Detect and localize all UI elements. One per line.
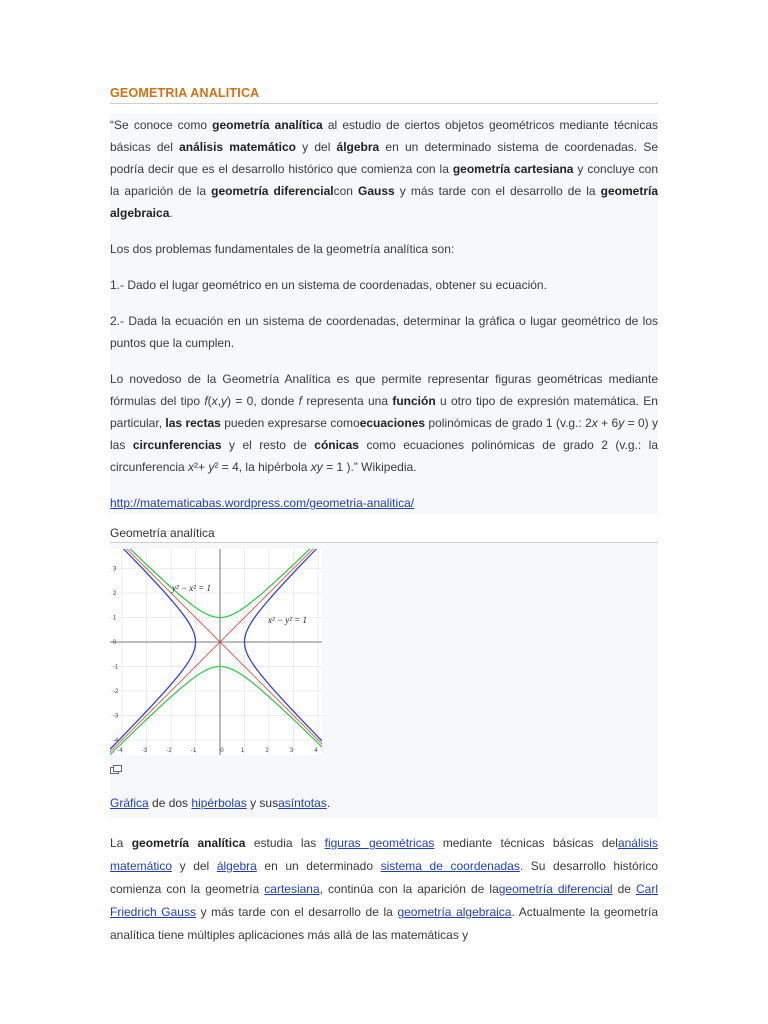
- equation-label-b: x² − y² = 1: [268, 615, 308, 625]
- text-run: Lo novedoso de la Geometría Analítica es que permite representar figuras geométricas mediante fórmulas del tipo: [110, 372, 658, 408]
- inline-link[interactable]: asíntotas: [278, 796, 327, 810]
- bold-term: ecuaciones: [359, 416, 426, 430]
- bold-term: Gauss: [358, 184, 395, 198]
- text-run: La: [110, 836, 132, 850]
- equation-label-a: y² − x² = 1: [172, 583, 212, 593]
- quote-paragraph-2: Los dos problemas fundamentales de la geometría analítica son:: [110, 242, 455, 256]
- y-tick-label: -4: [113, 738, 119, 744]
- italic-symbol: f: [298, 394, 302, 408]
- text-run: y del: [172, 859, 217, 873]
- italic-symbol: y: [618, 416, 625, 430]
- y-tick-label: 1: [113, 615, 117, 622]
- x-tick-label: 3: [289, 748, 294, 754]
- bold-term: función: [392, 394, 436, 408]
- x-tick-label: 4: [314, 748, 318, 754]
- text-run: representa una: [302, 394, 393, 408]
- x-tick-label: 1: [240, 748, 245, 754]
- quote-block: [110, 114, 658, 514]
- text-run: y sus: [246, 796, 279, 810]
- italic-symbol: f: [204, 394, 208, 408]
- text-run: en un determinado sistema de coordenadas. Se podría decir que es el desarrollo histórico que comienza con la: [110, 140, 658, 176]
- bold-term: las rectas: [165, 416, 221, 430]
- source-link[interactable]: http://matematicabas.wordpress.com/geometria-analitica/: [110, 496, 415, 510]
- figure-header: Geometría analítica: [110, 526, 658, 543]
- text-run: y el resto de: [221, 438, 315, 452]
- text-run: de dos: [148, 796, 192, 810]
- inline-link[interactable]: Gráfica: [110, 796, 149, 810]
- italic-symbol: x: [211, 394, 218, 408]
- text-run: mediante técnicas básicas del: [434, 836, 618, 850]
- italic-symbol: y: [221, 394, 228, 408]
- text-run: “Se conoce como: [110, 118, 213, 132]
- italic-symbol: x: [591, 416, 598, 430]
- text-run: ² = 4, la hipérbola: [214, 460, 311, 474]
- quote-paragraph-5: [110, 368, 658, 478]
- italic-symbol: x: [188, 460, 195, 474]
- bold-term: geometría analítica: [131, 836, 246, 850]
- x-tick-label: -2: [166, 748, 172, 754]
- text-run: .: [169, 206, 173, 220]
- inline-link[interactable]: geometría diferencial: [498, 882, 613, 896]
- text-run: ,: [217, 394, 222, 408]
- text-run: con: [333, 184, 359, 198]
- y-tick-label: 3: [113, 566, 117, 573]
- main-paragraph: [110, 832, 658, 947]
- bold-term: geometría algebraica: [110, 184, 658, 220]
- text-run: u otro tipo de expresión matemática. En particular,: [110, 394, 658, 430]
- enlarge-icon[interactable]: [110, 765, 122, 774]
- quote-paragraph-3: 1.- Dado el lugar geométrico en un sistema de coordenadas, obtener su ecuación.: [110, 278, 547, 292]
- text-run: y concluye con la aparición de la: [110, 162, 659, 198]
- text-run: pueden expresarse como: [220, 416, 360, 430]
- text-run: = 1 ).” Wikipedia.: [322, 460, 417, 474]
- text-run: (: [207, 394, 212, 408]
- y-tick-label: 2: [113, 591, 117, 597]
- hyperbola-plot: [110, 549, 322, 755]
- text-run: como ecuaciones polinómicas de grado 2 (v.g.: la circunferencia: [110, 438, 658, 474]
- bold-term: cónicas: [314, 438, 359, 452]
- page-title: GEOMETRIA ANALITICA: [110, 86, 260, 100]
- x-tick-label: -4: [117, 748, 123, 754]
- text-run: en un determinado: [256, 859, 381, 873]
- inline-link[interactable]: hipérbolas: [191, 796, 247, 810]
- text-run: estudia las: [245, 836, 325, 850]
- text-run: ²+: [194, 460, 209, 474]
- quote-paragraph-1: [110, 114, 658, 224]
- inline-link[interactable]: cartesiana: [264, 882, 320, 896]
- text-run: y más tarde con el desarrollo de la: [195, 905, 398, 919]
- text-run: de: [612, 882, 636, 896]
- inline-link[interactable]: álgebra: [216, 859, 257, 873]
- text-run: + 6: [597, 416, 619, 430]
- text-run: polinómicas de grado 1 (v.g.: 2: [425, 416, 592, 430]
- inline-link[interactable]: figuras geométricas: [324, 836, 435, 850]
- bold-term: circunferencias: [132, 438, 222, 452]
- text-run: y más tarde con el desarrollo de la: [394, 184, 601, 198]
- text-run: al estudio de ciertos objetos geométricos mediante técnicas básicas del: [110, 118, 659, 154]
- bold-term: geometría cartesiana: [452, 162, 574, 176]
- y-tick-label: -3: [113, 713, 119, 720]
- bold-term: álgebra: [336, 140, 380, 154]
- text-run: y del: [295, 140, 337, 154]
- bold-term: geometría diferencial: [211, 184, 334, 198]
- text-run: .: [326, 796, 331, 810]
- text-run: = 0) y las: [110, 416, 658, 452]
- y-tick-label: 0: [113, 640, 117, 646]
- italic-symbol: xy: [310, 460, 323, 474]
- figure-zone: [110, 543, 658, 818]
- bold-term: geometría analítica: [212, 118, 323, 132]
- y-tick-label: -1: [113, 664, 119, 671]
- text-run: . Su desarrollo histórico comienza con la geometría: [110, 859, 659, 896]
- bold-term: análisis matemático: [179, 140, 296, 154]
- italic-symbol: y: [208, 460, 215, 474]
- text-run: . Actualmente la geometría analítica tiene múltiples aplicaciones más allá de las matemáticas y: [110, 905, 658, 942]
- quote-paragraph-4: 2.- Dada la ecuación en un sistema de coordenadas, determinar la gráfica o lugar geométrico de los puntos que la cumplen.: [110, 314, 658, 350]
- text-run: ) = 0, donde: [227, 394, 299, 408]
- article: [110, 84, 658, 947]
- y-tick-label: -2: [113, 689, 119, 695]
- x-tick-label: -1: [190, 748, 197, 754]
- x-tick-label: 0: [220, 748, 224, 754]
- heading-rule: [110, 84, 658, 104]
- inline-link[interactable]: sistema de coordenadas: [380, 859, 520, 873]
- x-tick-label: 2: [265, 748, 269, 754]
- inline-link[interactable]: geometría algebraica: [397, 905, 512, 919]
- x-tick-label: -3: [141, 748, 148, 754]
- figure-caption: [110, 794, 658, 812]
- text-run: , continúa con la aparición de la: [319, 882, 499, 896]
- inline-link[interactable]: análisis matemático: [110, 836, 658, 873]
- inline-link[interactable]: Carl Friedrich Gauss: [110, 882, 658, 919]
